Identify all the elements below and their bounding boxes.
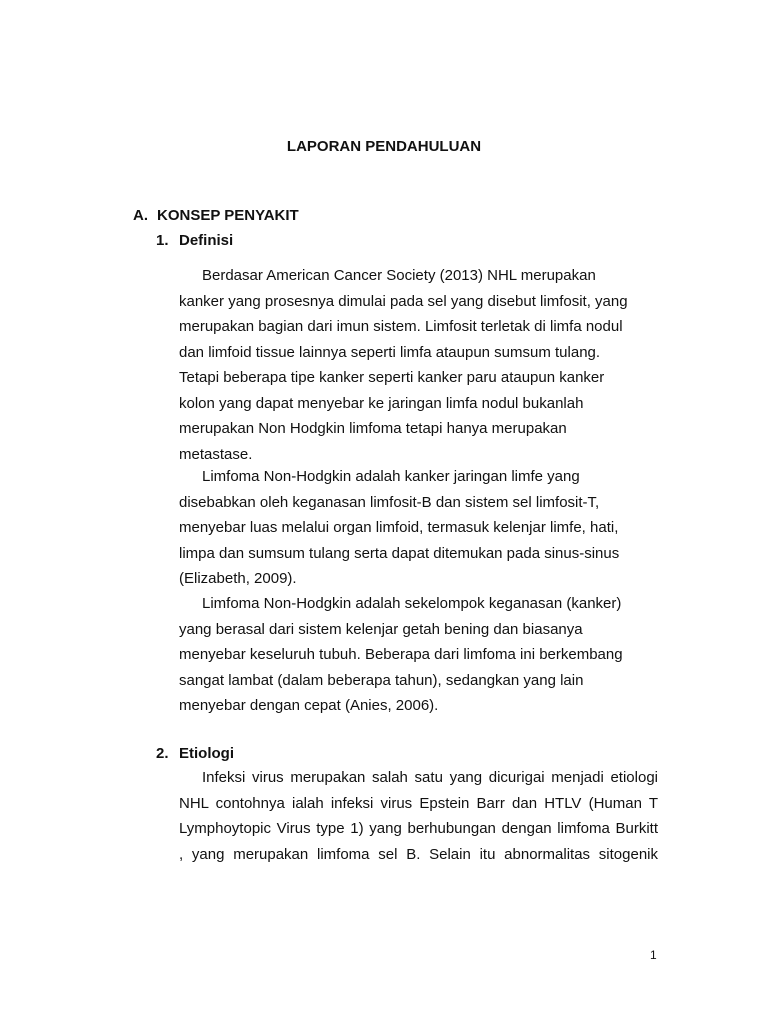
section-heading [133,207,299,224]
paragraph-line: kolon yang dapat menyebar ke jaringan limfa nodul bukanlah [179,394,584,412]
paragraph-line: sangat lambat (dalam beberapa tahun), sedangkan yang lain [179,671,584,689]
subsection-heading-text: Etiologi [179,745,234,762]
subsection-heading-text: Definisi [179,232,234,249]
subsection-number: 1. [156,232,169,249]
subsection-heading-definisi [156,232,233,249]
paragraph-etiologi-1 [179,765,658,867]
paragraph-line: menyebar dengan cepat (Anies, 2006). [179,697,439,714]
document-title: LAPORAN PENDAHULUAN [286,138,482,155]
subsection-number: 2. [156,745,169,762]
paragraph-line: Lymphoytopic Virus type 1) yang berhubungan dengan limfoma Burkitt [179,820,658,837]
paragraph-line: kanker yang prosesnya dimulai pada sel yang disebut limfosit, yang [179,292,628,310]
paragraph-line: dan limfoid tissue lainnya seperti limfa ataupun sumsum tulang. [179,343,601,361]
paragraph-line: , yang merupakan limfoma sel B. Selain itu abnormalitas sitogenik [179,845,658,863]
subsection-heading-etiologi [156,745,234,762]
paragraph-line: Limfoma Non-Hodgkin adalah kanker jaringan limfe yang [202,468,580,485]
page-number: 1 [650,948,657,962]
paragraph-line: limpa dan sumsum tulang serta dapat ditemukan pada sinus-sinus [179,544,620,562]
paragraph-line: Infeksi virus merupakan salah satu yang dicurigai menjadi etiologi [202,769,658,786]
paragraph-line: Tetapi beberapa tipe kanker seperti kanker paru ataupun kanker [179,369,605,386]
paragraph-definisi-2 [179,464,658,592]
section-letter: A. [133,207,148,224]
section-heading-text: KONSEP PENYAKIT [157,207,299,224]
paragraph-line: metastase. [179,445,253,463]
paragraph-line: merupakan Non Hodgkin limfoma tetapi hanya merupakan [179,420,567,437]
paragraph-line: (Elizabeth, 2009). [179,570,297,587]
paragraph-line: yang berasal dari sistem kelenjar getah bening dan biasanya [179,620,583,638]
paragraph-line: NHL contohnya ialah infeksi virus Epstein Barr dan HTLV (Human T [179,794,658,812]
paragraph-line: menyebar keseluruh tubuh. Beberapa dari limfoma ini berkembang [179,646,623,663]
paragraph-definisi-1 [179,263,658,467]
paragraph-line: Berdasar American Cancer Society (2013) NHL merupakan [202,267,596,284]
paragraph-line: menyebar luas melalui organ limfoid, termasuk kelenjar limfe, hati, [179,519,619,536]
paragraph-definisi-3 [179,591,658,719]
paragraph-line: merupakan bagian dari imun sistem. Limfosit terletak di limfa nodul [179,318,623,335]
paragraph-line: disebabkan oleh keganasan limfosit-B dan sistem sel limfosit-T, [179,493,600,511]
paragraph-line: Limfoma Non-Hodgkin adalah sekelompok keganasan (kanker) [202,595,622,612]
